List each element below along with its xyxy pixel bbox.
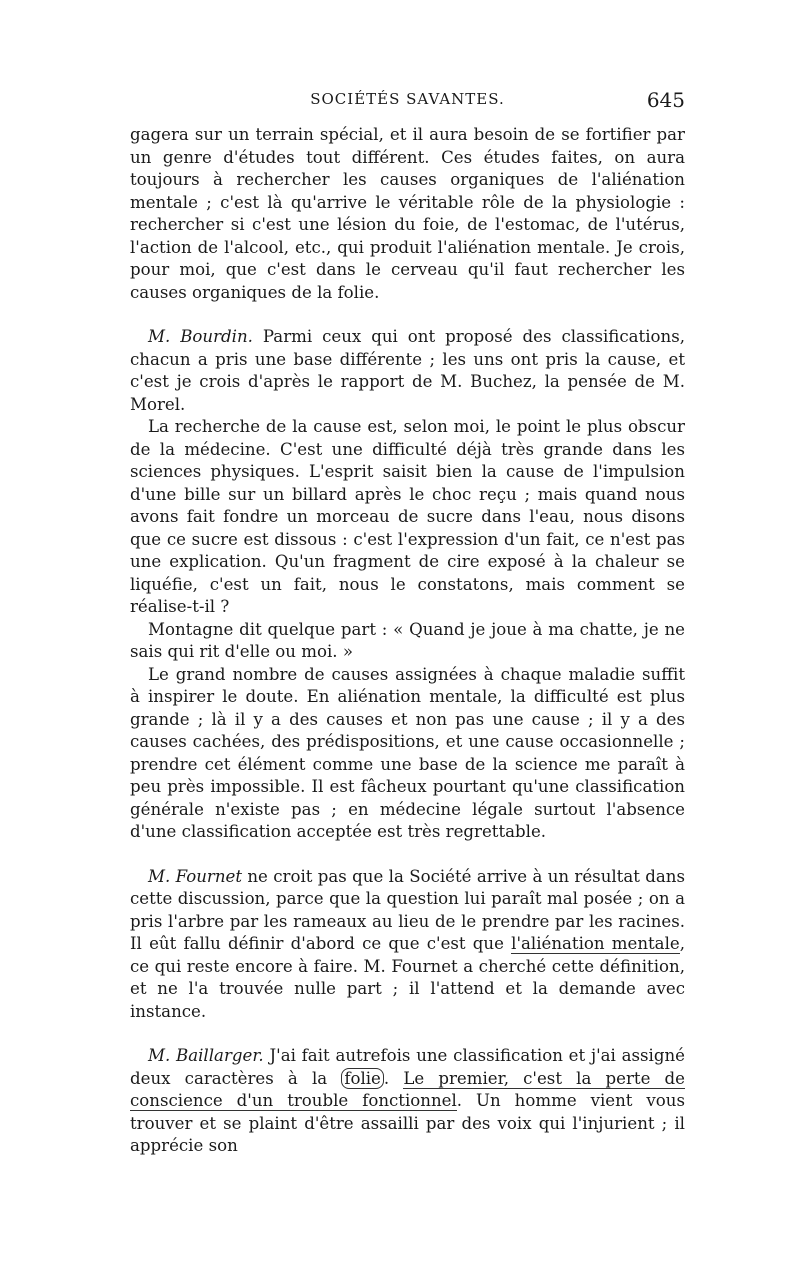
paragraph-cause bbox=[130, 416, 685, 619]
paragraph-causes bbox=[130, 664, 685, 844]
paragraph-text: . bbox=[383, 1068, 404, 1088]
paragraph-text: Le grand nombre de causes assignées à chaque maladie suffit à inspirer le doute. En aliénation mentale, la difficulté est plus grande ; là il y a des causes et non pas une cause ; il y a des causes cachées, des prédispositions, et une cause occasionnelle ; prendre cet élément comme une base de la science me paraît à peu près impossible. Il est fâcheux pourtant qu'une classification générale n'existe pas ; en médecine légale surtout l'absence d'une classification acceptée est très regrettable. bbox=[130, 664, 685, 841]
paragraph-montaigne-quote bbox=[130, 619, 685, 664]
paragraph-bourdin bbox=[130, 326, 685, 416]
paragraph-continuation bbox=[130, 124, 685, 304]
page-header bbox=[130, 90, 685, 120]
page-number: 645 bbox=[646, 88, 685, 112]
paragraph-text: , ce qui reste encore à faire. M. Fournet a cherché cette définition, et ne l'a trouvée nulle part ; il l'attend et la demande avec instance. bbox=[130, 934, 685, 1021]
body-text bbox=[130, 124, 685, 1158]
speaker-name: M. Bourdin. bbox=[148, 327, 253, 346]
paragraph-baillarger bbox=[130, 1045, 685, 1158]
paragraph-text: J'ai fait autrefois une classification et j'ai assigné deux caractères à la bbox=[130, 1046, 685, 1088]
paragraph-text: Parmi ceux qui ont proposé des classifications, chacun a pris une base différente ; les uns ont pris la cause, et c'est je crois d'après le rapport de M. Buchez, la pensée de M. Morel. bbox=[130, 327, 685, 414]
paragraph-fournet bbox=[130, 866, 685, 1024]
handwritten-underline: l'aliénation mentale bbox=[511, 934, 680, 953]
speaker-name: M. Fournet bbox=[148, 866, 243, 886]
handwritten-circle: folie bbox=[341, 1068, 384, 1089]
paragraph-text: Montagne dit quelque part : « Quand je joue à ma chatte, je ne sais qui rit d'elle ou moi. » bbox=[130, 619, 685, 661]
paragraph-text: ne croit pas que la Société arrive à un résultat dans cette discussion, parce que la question lui paraît mal posée ; on a pris l'arbre par les rameaux au lieu de le prendre par les racines. Il eût fallu définir d'abord ce que c'est que bbox=[130, 866, 685, 953]
paragraph-text: . Un homme vient vous trouver et se plaint d'être assailli par des voix qui l'injurient ; il apprécie son bbox=[130, 1091, 685, 1155]
paragraph-text: La recherche de la cause est, selon moi, le point le plus obscur de la médecine. C'est une difficulté déjà très grande dans les sciences physiques. L'esprit saisit bien la cause de l'impulsion d'une bille sur un billard après le choc reçu ; mais quand nous avons fait fondre un morceau de sucre dans l'eau, nous disons que ce sucre est dissous : c'est l'expression d'un fait, ce n'est pas une explication. Qu'un fragment de cire exposé à la chaleur se liquéfie, c'est un fait, nous le constatons, mais comment se réalise-t-il ? bbox=[130, 417, 685, 616]
handwritten-underline: Le premier, c'est la perte de conscience d'un trouble fonctionnel bbox=[130, 1068, 685, 1110]
speaker-name: M. Baillarger. bbox=[148, 1046, 264, 1065]
running-title: SOCIÉTÉS SAVANTES. bbox=[310, 90, 505, 108]
paragraph-text: gagera sur un terrain spécial, et il aura besoin de se fortifier par un genre d'études tout différent. Ces études faites, on aura toujours à rechercher les causes organiques de l'aliénation mentale ; c'est là qu'arrive le véritable rôle de la physiologie : rechercher si c'est une lésion du foie, de l'estomac, de l'utérus, l'action de l'alcool, etc., qui produit l'aliénation mentale. Je crois, pour moi, que c'est dans le cerveau qu'il faut rechercher les causes organiques de la folie. bbox=[130, 125, 685, 302]
